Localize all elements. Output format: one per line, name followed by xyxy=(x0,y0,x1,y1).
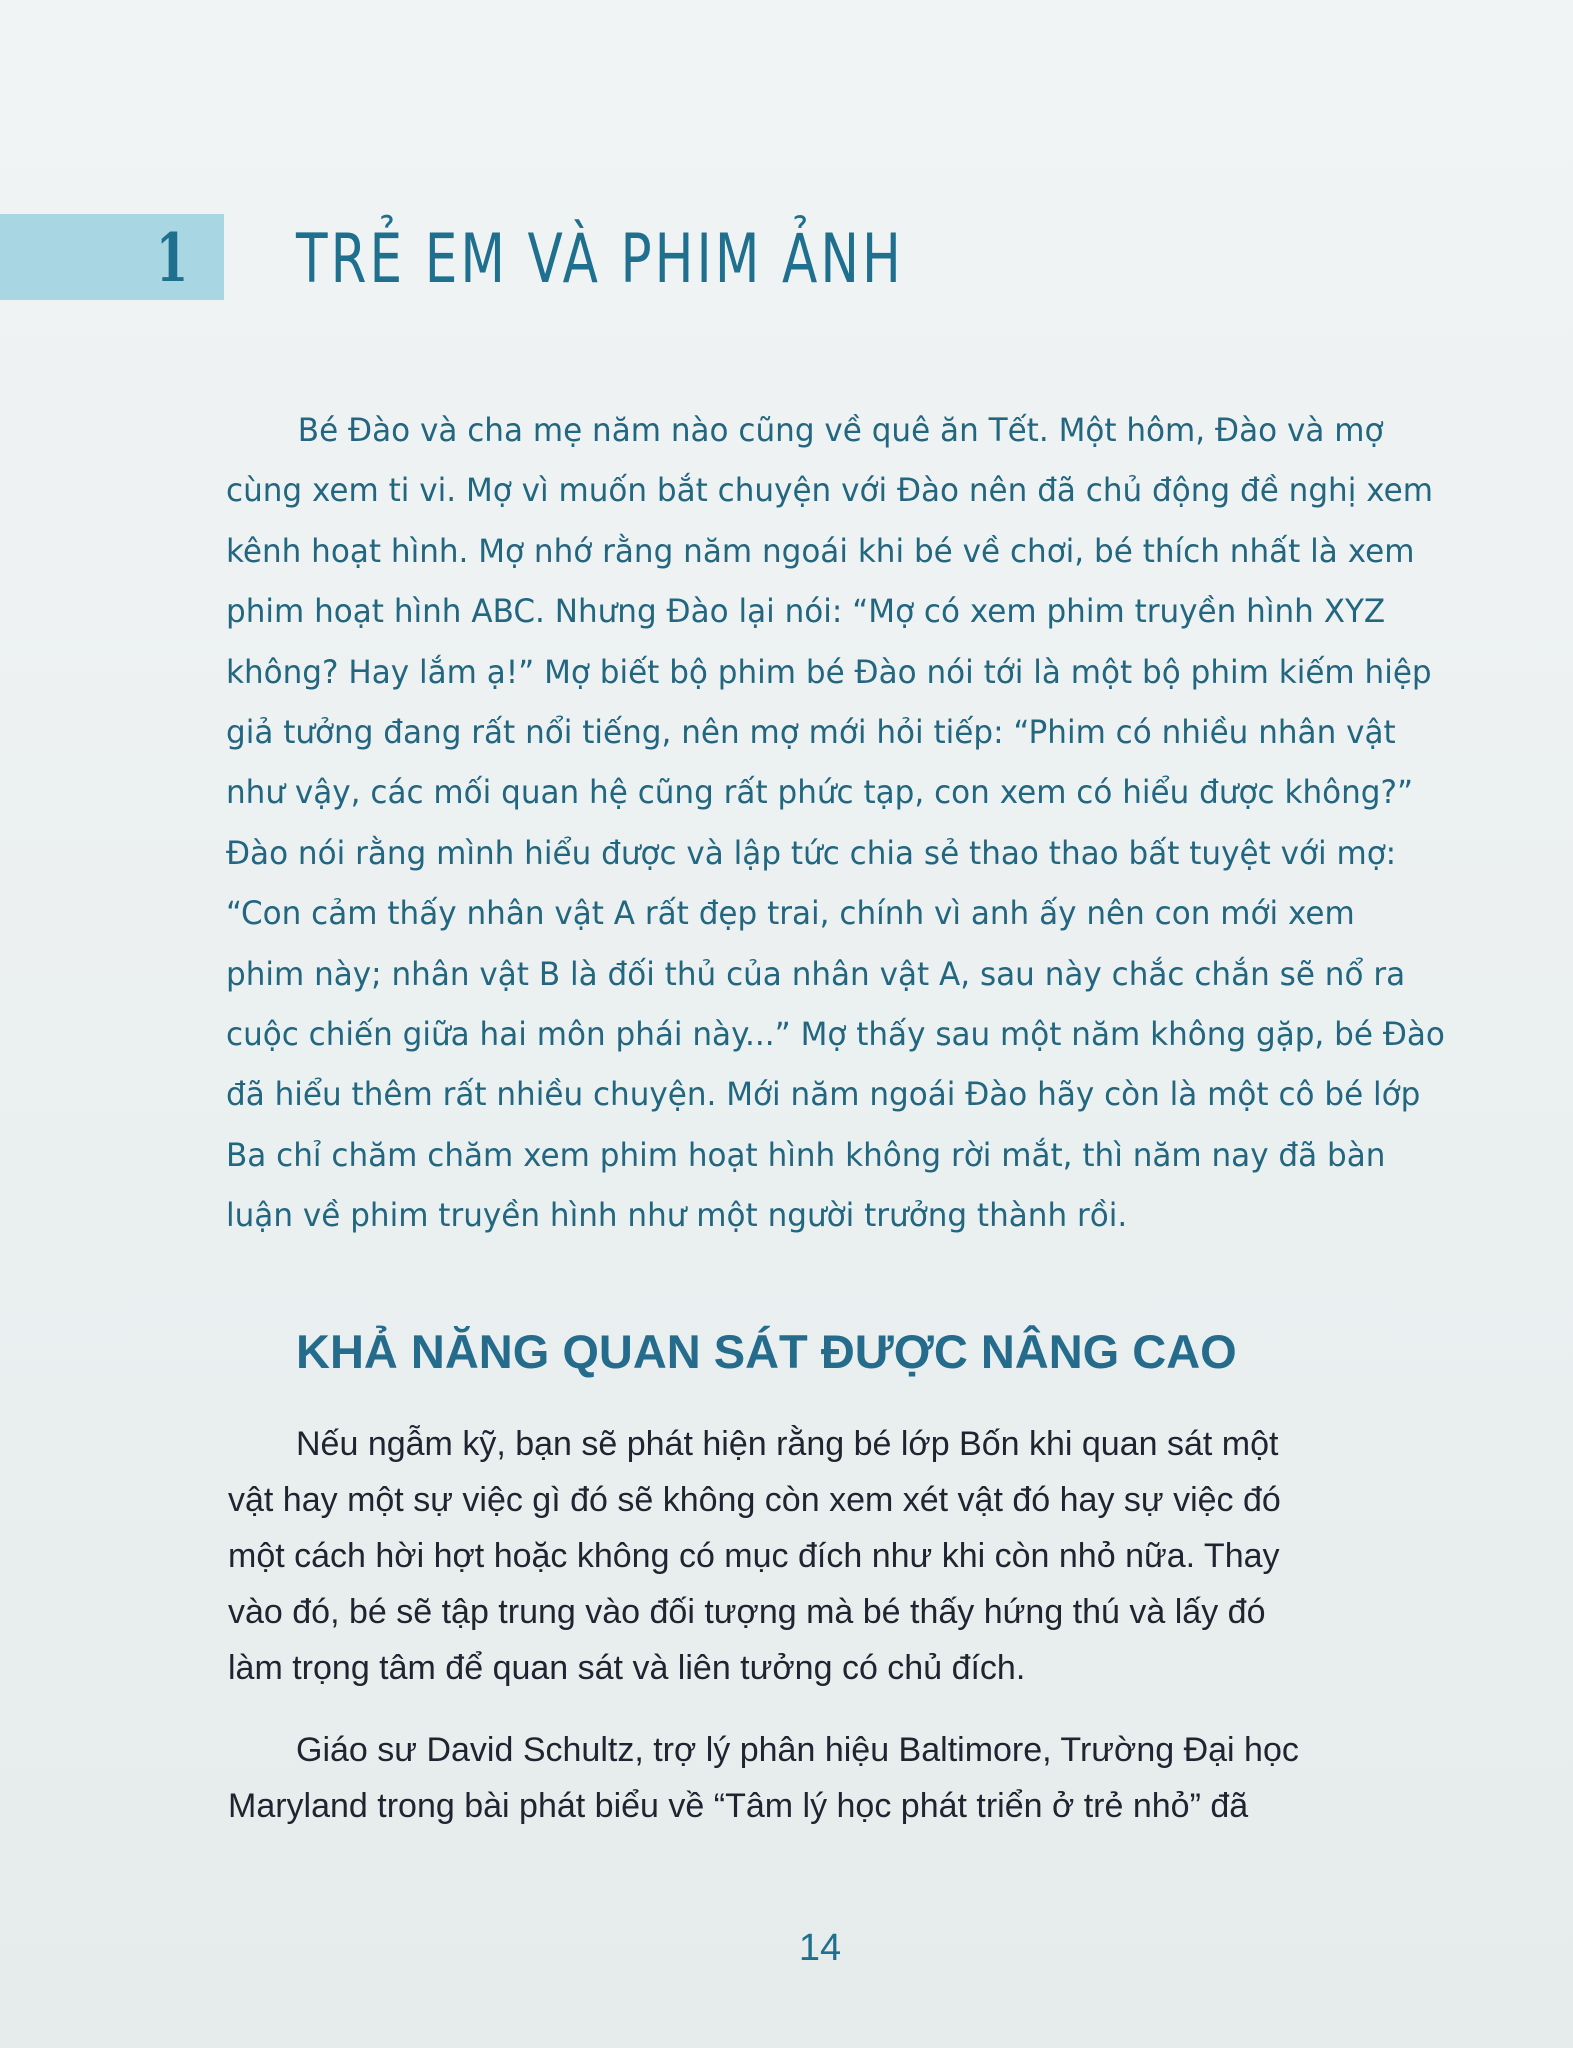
story-line: không? Hay lắm ạ!” Mợ biết bộ phim bé Đào nói tới là một bộ phim kiếm hiệp xyxy=(226,652,1432,691)
story-line: giả tưởng đang rất nổi tiếng, nên mợ mới hỏi tiếp: “Phim có nhiều nhân vật xyxy=(226,712,1396,751)
story-line: luận về phim truyền hình như một người trưởng thành rồi. xyxy=(226,1196,1128,1235)
body-line: Maryland trong bài phát biểu về “Tâm lý học phát triển ở trẻ nhỏ” đã xyxy=(228,1787,1249,1825)
page-number: 14 xyxy=(798,1927,842,1969)
story-line: kênh hoạt hình. Mợ nhớ rằng năm ngoái khi bé về chơi, bé thích nhất là xem xyxy=(226,531,1415,570)
story-line: phim hoạt hình ABC. Nhưng Đào lại nói: “Mợ có xem phim truyền hình XYZ xyxy=(226,592,1386,631)
story-paragraph xyxy=(226,400,1445,1245)
story-line: Ba chỉ chăm chăm xem phim hoạt hình không rời mắt, thì năm nay đã bàn xyxy=(226,1135,1386,1174)
body-line: vào đó, bé sẽ tập trung vào đối tượng mà bé thấy hứng thú và lấy đó xyxy=(228,1593,1266,1631)
body-line: vật hay một sự việc gì đó sẽ không còn xem xét vật đó hay sự việc đó xyxy=(228,1481,1281,1519)
story-line: Bé Đào và cha mẹ năm nào cũng về quê ăn Tết. Một hôm, Đào và mợ xyxy=(297,411,1384,449)
section-body xyxy=(228,1416,1428,1834)
story-line: “Con cảm thấy nhân vật A rất đẹp trai, chính vì anh ấy nên con mới xem xyxy=(226,894,1355,933)
paragraph-gap xyxy=(228,1696,1428,1722)
body-line: làm trọng tâm để quan sát và liên tưởng có chủ đích. xyxy=(228,1649,1026,1687)
story-line: cùng xem ti vi. Mợ vì muốn bắt chuyện với Đào nên đã chủ động đề nghị xem xyxy=(226,471,1433,510)
chapter-number-band xyxy=(0,214,224,300)
story-line: cuộc chiến giữa hai môn phái này...” Mợ thấy sau một năm không gặp, bé Đào xyxy=(226,1014,1445,1053)
story-line: như vậy, các mối quan hệ cũng rất phức tạp, con xem có hiểu được không?” xyxy=(226,773,1414,812)
section-heading: KHẢ NĂNG QUAN SÁT ĐƯỢC NÂNG CAO xyxy=(296,1325,1237,1378)
chapter-title: TRẺ EM VÀ PHIM ẢNH xyxy=(296,220,904,299)
body-line: Nếu ngẫm kỹ, bạn sẽ phát hiện rằng bé lớp Bốn khi quan sát một xyxy=(296,1425,1279,1463)
story-line: Đào nói rằng mình hiểu được và lập tức chia sẻ thao thao bất tuyệt với mợ: xyxy=(226,833,1397,872)
story-line: phim này; nhân vật B là đối thủ của nhân vật A, sau này chắc chắn sẽ nổ ra xyxy=(226,954,1406,993)
chapter-number: 1 xyxy=(156,219,189,297)
story-line: đã hiểu thêm rất nhiều chuyện. Mới năm ngoái Đào hãy còn là một cô bé lớp xyxy=(226,1075,1421,1114)
body-line: Giáo sư David Schultz, trợ lý phân hiệu Baltimore, Trường Đại học xyxy=(296,1731,1299,1769)
body-line: một cách hời hợt hoặc không có mục đích như khi còn nhỏ nữa. Thay xyxy=(228,1537,1280,1575)
